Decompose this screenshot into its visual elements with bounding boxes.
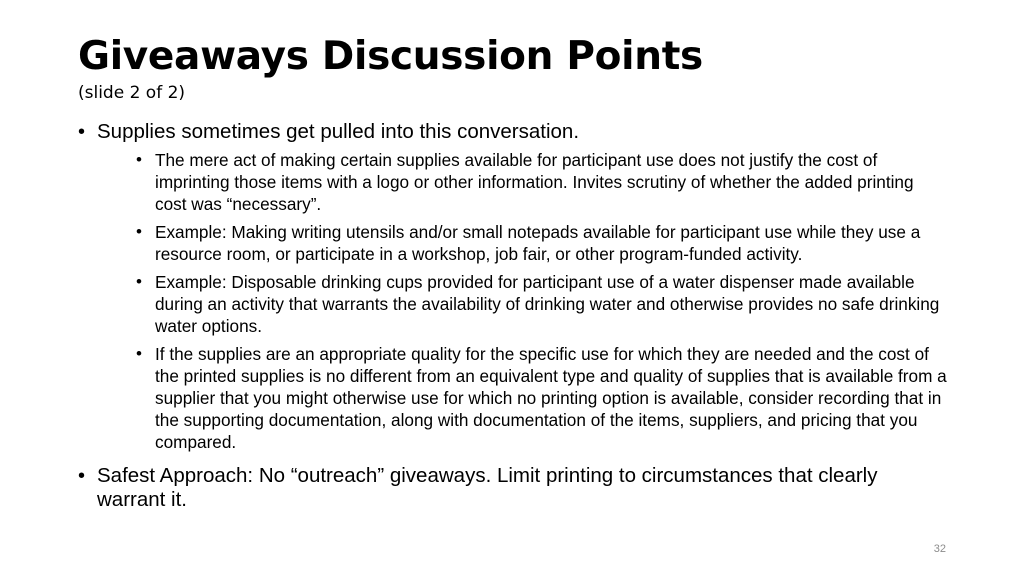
slide-subtitle: (slide 2 of 2) xyxy=(78,83,186,103)
sub-bullet-text: If the supplies are an appropriate quality for the specific use for which they are needed and the cost of the printed supplies is no different from an equivalent type and quality of supplies that is available from a supplier that you might otherwise use for which no printing option is available, consider recording that in the supporting documentation, along with documentation of the items, suppliers, and pricing that you compared. xyxy=(155,344,947,452)
bullet-supplies xyxy=(78,120,948,453)
sub-bullet-text: Example: Making writing utensils and/or small notepads available for participant use while they use a resource room, or participate in a workshop, job fair, or other program-funded activity. xyxy=(155,222,921,264)
sub-bullet-documentation xyxy=(136,343,948,453)
sub-bullet-imprinting xyxy=(136,149,948,215)
bullet-marker: • xyxy=(78,121,86,143)
bullet-marker: • xyxy=(78,465,86,487)
slide-title: Giveaways Discussion Points xyxy=(78,34,703,79)
sub-bullet-text: Example: Disposable drinking cups provided for participant use of a water dispenser made available during an activity that warrants the availability of drinking water and otherwise provides no safe drinking water options. xyxy=(155,272,940,336)
sub-bullet-marker: • xyxy=(136,222,142,241)
sub-bullet-marker: • xyxy=(136,272,142,291)
sub-bullet-drinking-cups xyxy=(136,271,948,337)
sub-bullet-list xyxy=(97,149,948,453)
sub-bullet-marker: • xyxy=(136,150,142,169)
bullet-text: Safest Approach: No “outreach” giveaways. Limit printing to circumstances that clearly warrant it. xyxy=(97,464,878,511)
page-number: 32 xyxy=(933,543,946,555)
sub-bullet-writing-utensils xyxy=(136,221,948,265)
sub-bullet-marker: • xyxy=(136,344,142,363)
bullet-text: Supplies sometimes get pulled into this conversation. xyxy=(97,120,580,143)
sub-bullet-text: The mere act of making certain supplies available for participant use does not justify the cost of imprinting those items with a logo or other information. Invites scrutiny of whether the added printing cost was “necessary”. xyxy=(155,150,914,214)
slide-body xyxy=(78,120,948,512)
bullet-safest-approach xyxy=(78,464,948,512)
